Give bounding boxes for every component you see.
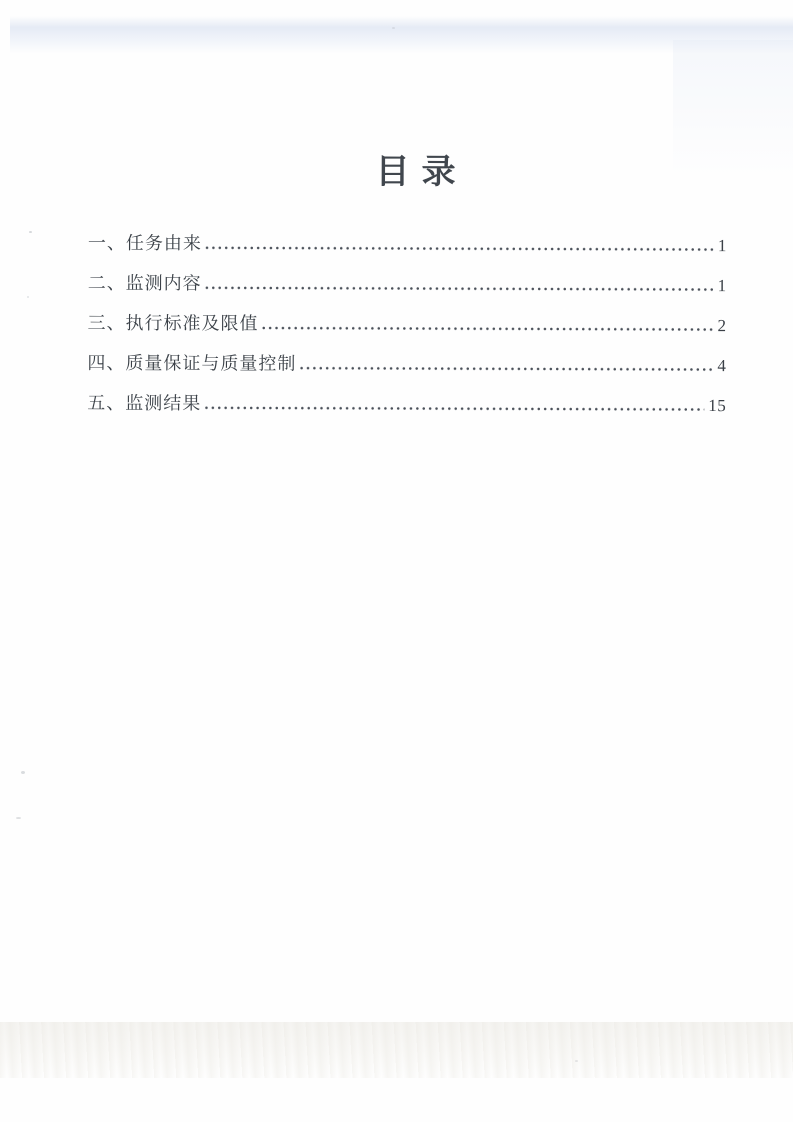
dot-leader [204, 284, 714, 291]
toc-entry-label: 四、质量保证与质量控制 [87, 352, 297, 374]
scan-speck [29, 231, 32, 233]
scan-speck [392, 27, 395, 29]
scan-speck [575, 1060, 578, 1062]
scan-texture-bottom [0, 1022, 793, 1078]
dot-leader [204, 244, 714, 251]
scan-speck [27, 296, 29, 298]
toc-entry-label: 一、任务由来 [87, 232, 202, 254]
toc-entry-label: 五、监测结果 [87, 392, 202, 414]
page-content [87, 0, 728, 416]
dot-leader [261, 324, 714, 331]
dot-leader [298, 365, 713, 371]
scan-speck [16, 817, 21, 819]
toc-entry-label: 二、监测内容 [87, 272, 202, 294]
scan-speck [21, 771, 25, 774]
toc-entry [88, 232, 727, 257]
scan-edge-shadow-top [10, 16, 793, 54]
toc-entry [87, 352, 726, 377]
toc-entry [88, 312, 727, 337]
toc-page-number: 1 [717, 276, 727, 296]
toc-page-number: 1 [717, 236, 727, 256]
toc-page-number: 4 [717, 356, 727, 376]
toc-entry [87, 392, 726, 417]
toc-entry [88, 272, 727, 297]
toc-page-number: 15 [708, 396, 727, 416]
table-of-contents [87, 232, 727, 434]
page-title: 目录 [375, 153, 468, 192]
dot-leader [203, 404, 704, 411]
toc-page-number: 2 [717, 316, 727, 336]
toc-entry-label: 三、执行标准及限值 [87, 312, 259, 334]
